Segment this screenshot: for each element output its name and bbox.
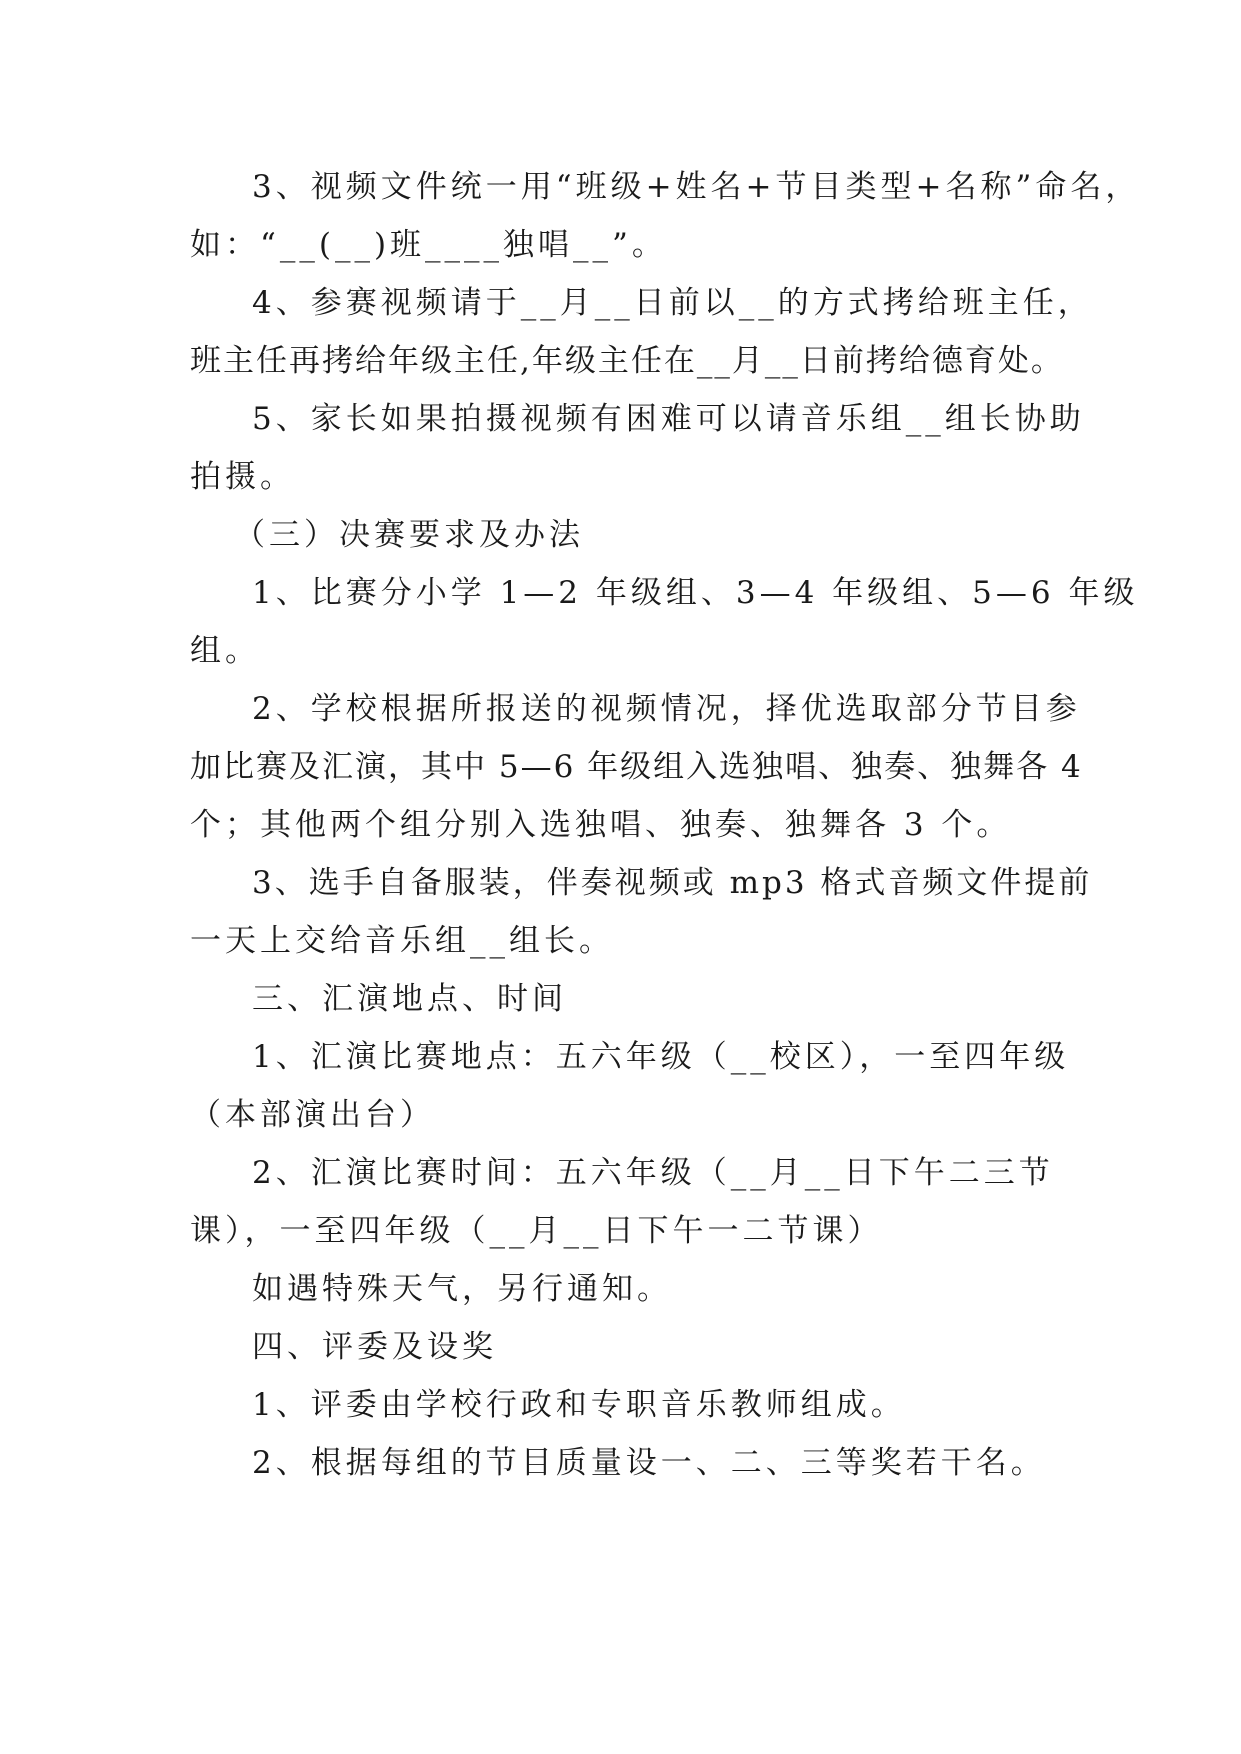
paragraph-line: 3、视频文件统一用“班级+姓名+节目类型+名称”命名， [252,169,1141,205]
section-heading: 三、汇演地点、时间 [252,981,567,1017]
paragraph-line: 如：“__(__)班____独唱__”。 [190,227,667,263]
paragraph-line: 2、汇演比赛时间：五六年级（__月__日下午二三节 [252,1155,1054,1191]
paragraph-line: 组。 [190,633,260,669]
paragraph-line: 3、选手自备服装，伴奏视频或 mp3 格式音频文件提前 [252,865,1093,901]
paragraph-line: 个；其他两个组分别入选独唱、独奏、独舞各 3 个。 [190,807,1012,843]
paragraph-line: 2、学校根据所报送的视频情况，择优选取部分节目参 [252,691,1081,727]
paragraph-line: 1、汇演比赛地点：五六年级（__校区），一至四年级 [252,1039,1070,1075]
paragraph-line: 2、根据每组的节目质量设一、二、三等奖若干名。 [252,1445,1046,1481]
paragraph-line: 如遇特殊天气，另行通知。 [252,1271,672,1307]
paragraph-line: 一天上交给音乐组__组长。 [190,923,614,959]
paragraph-line: 4、参赛视频请于__月__日前以__的方式拷给班主任， [252,285,1093,321]
paragraph-line: 拍摄。 [190,459,295,495]
paragraph-line: 1、比赛分小学 1—2 年级组、3—4 年级组、5—6 年级 [252,575,1139,611]
paragraph-line: 课），一至四年级（__月__日下午一二节课） [190,1213,883,1249]
paragraph-line: （本部演出台） [190,1097,435,1133]
paragraph-line: 1、评委由学校行政和专职音乐教师组成。 [252,1387,906,1423]
paragraph-line: 班主任再拷给年级主任,年级主任在__月__日前拷给德育处。 [190,343,1064,379]
paragraph-line: 5、家长如果拍摄视频有困难可以请音乐组__组长协助 [252,401,1085,437]
paragraph-line: 加比赛及汇演，其中 5—6 年级组入选独唱、独奏、独舞各 4 [190,749,1083,785]
section-heading: 四、评委及设奖 [252,1329,497,1365]
section-heading: （三）决赛要求及办法 [234,517,584,553]
document-body [190,158,1141,1492]
